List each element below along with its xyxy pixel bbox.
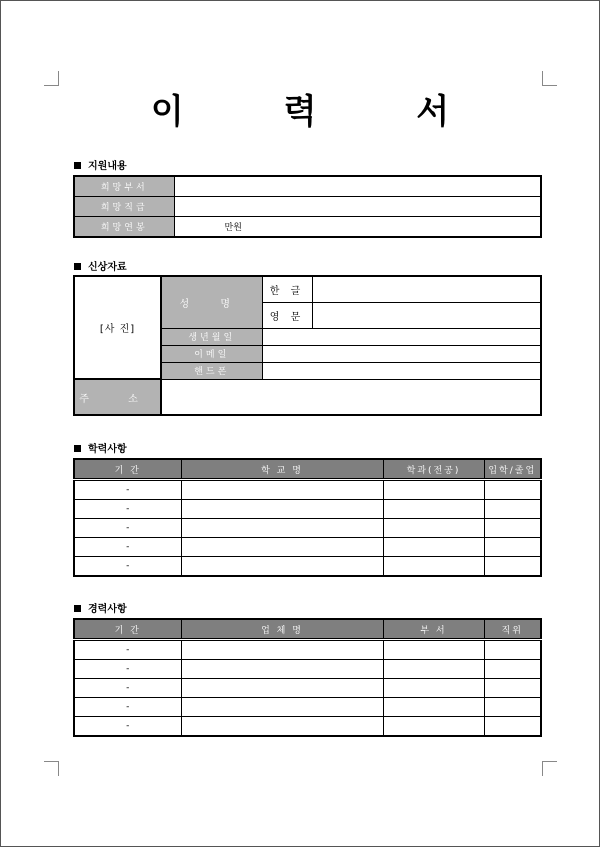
name-english-label: 영 문 (262, 302, 312, 328)
section-career-label: 경력사항 (88, 604, 127, 615)
career-period-cell[interactable]: - (74, 640, 181, 660)
salary-unit: 만원 (224, 223, 242, 233)
table-row (74, 557, 541, 577)
career-position-cell[interactable] (484, 698, 541, 717)
career-header-company: 업 체 명 (181, 619, 383, 640)
edu-header-major: 학과(전공) (383, 459, 484, 480)
edu-period-cell[interactable]: - (74, 557, 181, 577)
career-position-cell[interactable] (484, 660, 541, 679)
edu-header-status: 입학/졸업 (484, 459, 541, 480)
birth-field[interactable] (262, 328, 541, 345)
table-row (74, 679, 541, 698)
table-row (74, 519, 541, 538)
dept-label: 희망부서 (74, 176, 174, 197)
edu-period-cell[interactable]: - (74, 500, 181, 519)
career-position-cell[interactable] (484, 679, 541, 698)
edu-status-cell[interactable] (484, 538, 541, 557)
edu-major-cell[interactable] (383, 519, 484, 538)
dept-field[interactable] (174, 176, 541, 197)
phone-label: 핸드폰 (161, 362, 262, 379)
edu-period-cell[interactable]: - (74, 480, 181, 500)
email-field[interactable] (262, 345, 541, 362)
edu-school-cell[interactable] (181, 538, 383, 557)
table-row (74, 698, 541, 717)
salary-field[interactable] (174, 217, 541, 238)
page-title: 이 력 서 (150, 92, 494, 132)
email-label: 이메일 (161, 345, 262, 362)
section-apply-heading (74, 157, 127, 172)
edu-school-cell[interactable] (181, 500, 383, 519)
position-label: 희망직급 (74, 197, 174, 217)
square-bullet-icon (74, 605, 81, 612)
birth-label: 생년월일 (161, 328, 262, 345)
edu-school-cell[interactable] (181, 480, 383, 500)
career-dept-cell[interactable] (383, 698, 484, 717)
career-company-cell[interactable] (181, 679, 383, 698)
career-company-cell[interactable] (181, 660, 383, 679)
edu-period-cell[interactable]: - (74, 538, 181, 557)
edu-major-cell[interactable] (383, 538, 484, 557)
section-personal-label: 신상자료 (88, 262, 127, 273)
section-education-label: 학력사항 (88, 444, 127, 455)
section-education-heading (74, 440, 127, 455)
career-position-cell[interactable] (484, 717, 541, 737)
table-row (74, 717, 541, 737)
apply-table (73, 175, 542, 238)
square-bullet-icon (74, 263, 81, 270)
section-personal-heading (74, 258, 127, 273)
name-korean-label: 한 글 (262, 276, 312, 302)
table-row (74, 660, 541, 679)
salary-label: 희망연봉 (74, 217, 174, 238)
career-company-cell[interactable] (181, 640, 383, 660)
edu-status-cell[interactable] (484, 557, 541, 577)
square-bullet-icon (74, 162, 81, 169)
career-period-cell[interactable]: - (74, 698, 181, 717)
career-dept-cell[interactable] (383, 640, 484, 660)
phone-field[interactable] (262, 362, 541, 379)
name-english-field[interactable] (312, 302, 541, 328)
career-header-position: 직위 (484, 619, 541, 640)
education-table (73, 458, 542, 577)
personal-table (73, 275, 542, 416)
crop-mark-bottom-left (44, 761, 59, 776)
address-field[interactable] (161, 379, 541, 415)
edu-status-cell[interactable] (484, 500, 541, 519)
career-header-dept: 부 서 (383, 619, 484, 640)
edu-status-cell[interactable] (484, 480, 541, 500)
photo-box[interactable]: [사 진] (74, 276, 161, 379)
position-field[interactable] (174, 197, 541, 217)
square-bullet-icon (74, 445, 81, 452)
career-period-cell[interactable]: - (74, 717, 181, 737)
table-row (74, 640, 541, 660)
career-dept-cell[interactable] (383, 717, 484, 737)
career-company-cell[interactable] (181, 698, 383, 717)
crop-mark-bottom-right (542, 761, 557, 776)
career-header-period: 기 간 (74, 619, 181, 640)
career-period-cell[interactable]: - (74, 679, 181, 698)
career-period-cell[interactable]: - (74, 660, 181, 679)
career-company-cell[interactable] (181, 717, 383, 737)
edu-header-school: 학 교 명 (181, 459, 383, 480)
edu-major-cell[interactable] (383, 557, 484, 577)
table-row (74, 500, 541, 519)
name-korean-field[interactable] (312, 276, 541, 302)
edu-school-cell[interactable] (181, 557, 383, 577)
table-row (74, 480, 541, 500)
section-apply-label: 지원내용 (88, 161, 127, 172)
career-dept-cell[interactable] (383, 660, 484, 679)
table-row (74, 538, 541, 557)
address-label: 주 소 (74, 379, 161, 415)
edu-major-cell[interactable] (383, 480, 484, 500)
name-label: 성 명 (161, 276, 262, 328)
career-position-cell[interactable] (484, 640, 541, 660)
edu-header-period: 기 간 (74, 459, 181, 480)
career-table (73, 618, 542, 737)
edu-status-cell[interactable] (484, 519, 541, 538)
career-dept-cell[interactable] (383, 679, 484, 698)
edu-period-cell[interactable]: - (74, 519, 181, 538)
section-career-heading (74, 600, 127, 615)
edu-major-cell[interactable] (383, 500, 484, 519)
edu-school-cell[interactable] (181, 519, 383, 538)
